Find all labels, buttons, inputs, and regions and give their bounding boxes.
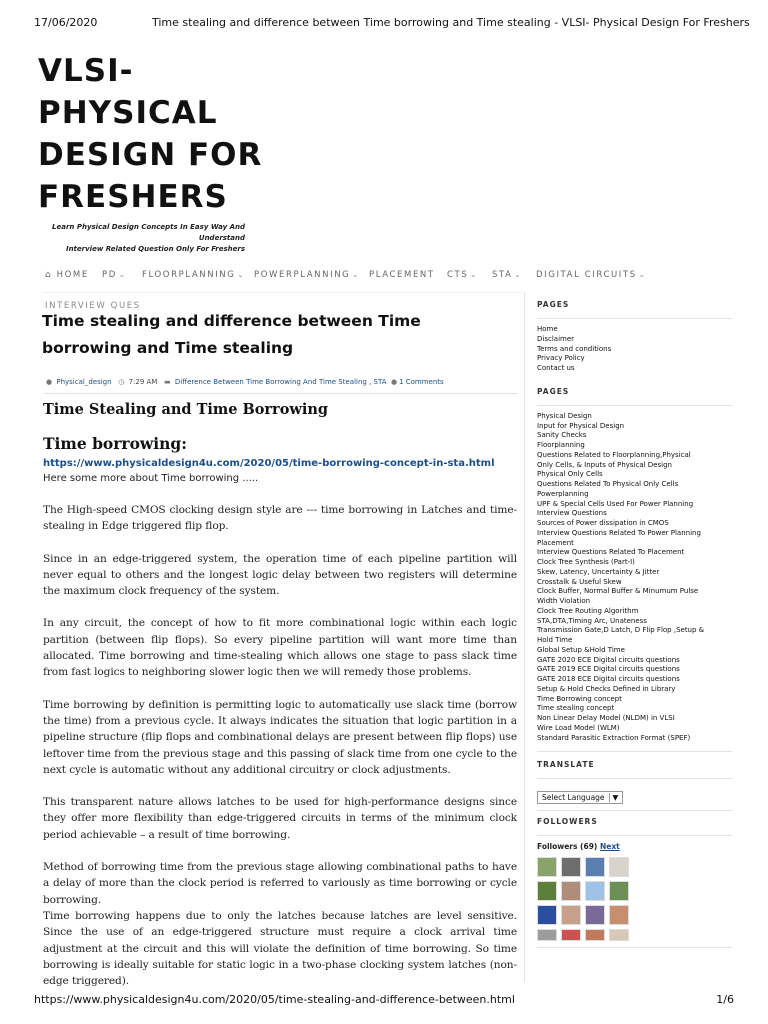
nav-item-label: CTS — [447, 270, 469, 280]
site-title-line: VLSI- — [38, 53, 134, 89]
sidebar-link[interactable]: Hold Time — [537, 636, 573, 644]
print-page-number: 1/6 — [716, 993, 734, 1006]
main-nav — [45, 270, 645, 284]
post-time: 7:29 AM — [128, 378, 158, 386]
sidebar-link[interactable]: Clock Buffer, Normal Buffer & Minumum Pulse — [537, 587, 699, 596]
sidebar-link[interactable]: Sanity Checks — [537, 431, 587, 440]
sidebar-link[interactable]: Floorplanning — [537, 441, 585, 449]
sidebar-link[interactable]: GATE 2018 ECE Digital circuits questions — [537, 675, 680, 683]
follower-avatar[interactable] — [561, 905, 581, 925]
sidebar-link[interactable]: UPF & Special Cells Used For Power Planning — [537, 499, 694, 508]
sidebar-link[interactable]: Disclaimer — [537, 334, 575, 343]
post-comments-link[interactable]: 1 Comments — [399, 378, 444, 386]
divider — [44, 393, 518, 394]
sidebar-link[interactable]: Input for Physical Design — [537, 421, 625, 430]
follower-avatar[interactable] — [561, 881, 581, 901]
chevron-down-icon: ⌄ — [514, 271, 523, 279]
post-body — [43, 398, 517, 989]
nav-item-cts[interactable] — [447, 270, 478, 280]
follower-avatar[interactable] — [585, 905, 605, 925]
clock-icon: ◷ — [118, 378, 125, 386]
time-borrowing-link[interactable]: https://www.physicaldesign4u.com/2020/05/time-borrowing-concept-in-sta.html — [43, 458, 495, 469]
section-heading: Time borrowing: — [43, 434, 187, 453]
followers-avatars — [537, 857, 732, 941]
paragraph: The High-speed CMOS clocking design style are --- time borrowing in Latches and time-stealing in Edge triggered flip flop. — [43, 504, 517, 533]
chevron-down-icon: ⌄ — [470, 271, 478, 279]
sidebar-link[interactable]: Questions Related To Physical Only Cells — [537, 480, 679, 488]
nav-item-placement[interactable] — [369, 270, 435, 280]
follower-avatar[interactable] — [585, 857, 605, 877]
chevron-down-icon: ⌄ — [352, 271, 360, 279]
follower-avatar[interactable] — [609, 881, 629, 901]
nav-item-home[interactable] — [45, 270, 89, 280]
print-doc-title: Time stealing and difference between Time borrowing and Time stealing - VLSI- Physical Design For Freshers — [152, 16, 750, 29]
sidebar-link[interactable]: GATE 2020 ECE Digital circuits questions — [537, 655, 680, 664]
sidebar-heading-translate: TRANSLATE — [537, 760, 595, 770]
follower-avatar[interactable] — [537, 857, 557, 877]
nav-item-pd[interactable] — [102, 270, 126, 280]
folder-icon: ▬ — [164, 378, 171, 386]
pages-list — [537, 325, 732, 374]
nav-item-label: FLOORPLANNING — [142, 270, 236, 280]
sidebar-link[interactable]: Crosstalk & Useful Skew — [537, 577, 622, 586]
divider — [537, 810, 732, 811]
sidebar-link[interactable]: Physical Only Cells — [537, 470, 603, 479]
site-title-line: DESIGN FOR — [38, 137, 263, 173]
divider — [537, 778, 732, 779]
divider — [44, 292, 522, 293]
sidebar-link[interactable]: Width Violation — [537, 597, 591, 605]
sidebar-link[interactable]: Clock Tree Synthesis (Part-I) — [537, 558, 635, 566]
sidebar-link[interactable]: Interview Questions Related To Placement — [537, 548, 685, 557]
print-date: 17/06/2020 — [34, 16, 98, 29]
sidebar-link[interactable]: Home — [537, 325, 558, 333]
sidebar-link[interactable]: Privacy Policy — [537, 354, 585, 363]
sidebar-link[interactable]: Non Linear Delay Model (NLDM) in VLSI — [537, 714, 675, 722]
comment-icon: ● — [390, 378, 398, 386]
language-select[interactable] — [537, 791, 623, 804]
paragraph: Method of borrowing time from the previous stage allowing combinational paths to have a delay of more than the clock period is referred to variously as time borrowing or cycle borrowing. — [43, 861, 517, 906]
followers-label: Followers (69) — [537, 842, 598, 852]
sidebar-link[interactable]: Terms and conditions — [537, 344, 612, 353]
chevron-down-icon: ⌄ — [237, 271, 245, 279]
divider — [537, 751, 732, 752]
follower-avatar[interactable] — [609, 905, 629, 925]
sidebar-heading-pages: PAGES — [537, 300, 570, 309]
sidebar-link[interactable]: Global Setup &Hold Time — [537, 645, 625, 654]
follower-avatar[interactable] — [585, 929, 605, 941]
post-labels[interactable]: Difference Between Time Borrowing And Time Stealing , STA — [174, 378, 387, 386]
sidebar-link[interactable]: Setup & Hold Checks Defined in Library — [537, 684, 676, 693]
follower-avatar[interactable] — [609, 929, 629, 941]
sidebar-heading-pages-2: PAGES — [537, 386, 570, 396]
sidebar-link[interactable]: GATE 2019 ECE Digital circuits questions — [537, 665, 680, 674]
divider — [537, 835, 732, 836]
post-author[interactable]: Physical_design — [56, 378, 112, 386]
site-title-line: FRESHERS — [38, 179, 228, 215]
sidebar-link[interactable]: Sources of Power dissipation in CMOS — [537, 519, 669, 527]
paragraph: Time borrowing by definition is permitting logic to automatically use slack time (borrow the time) from a previous cycle. It always indicates the situation that logic partition in a pipeline structure (flip flops and combinational delays are present between flip flops) use leftover time from the previous stage and this passing of slack time from one cycle to the next cycle is automatic without any additional circuitry or clock adjustments. — [43, 698, 517, 776]
sidebar-link[interactable]: Only Cells, & Inputs of Physical Design — [537, 460, 672, 469]
chevron-down-icon: ⌄ — [118, 271, 127, 279]
print-url: https://www.physicaldesign4u.com/2020/05/time-stealing-and-difference-between.html — [34, 993, 515, 1006]
language-select-value: Select Language — [542, 793, 605, 803]
sidebar-link[interactable]: Interview Questions Related To Power Planning — [537, 528, 701, 537]
nav-item-interview-questions[interactable]: INTERVIEW QUES — [45, 301, 141, 311]
paragraph: This transparent nature allows latches to be used for high-performance designs since they offer more flexibility than edge-triggered circuits in terms of the minimum clock period achievable – a result of time borrowing. — [43, 796, 517, 841]
nav-item-label: STA — [492, 270, 513, 280]
follower-avatar[interactable] — [609, 857, 629, 877]
more-text: Here some more about Time borrowing ..... — [43, 473, 259, 484]
site-description-line: Interview Related Question Only For Freshers — [65, 245, 245, 253]
nav-item-digital-circuits[interactable] — [536, 270, 646, 280]
follower-avatar[interactable] — [561, 929, 581, 941]
divider — [537, 405, 732, 406]
follower-avatar[interactable] — [561, 857, 581, 877]
dropdown-arrow-icon: ▼ — [609, 793, 619, 802]
section-heading: Time Stealing and Time Borrowing — [43, 401, 329, 418]
nav-item-label: HOME — [56, 270, 89, 280]
site-description-line: Learn Physical Design Concepts In Easy Way And Understand — [52, 223, 245, 242]
sidebar-link[interactable]: Time stealing concept — [537, 704, 615, 713]
site-description — [40, 222, 245, 255]
post-meta — [46, 378, 516, 390]
nav-item-label: POWERPLANNING — [254, 270, 351, 280]
follower-avatar[interactable] — [585, 881, 605, 901]
site-title-line: PHYSICAL — [38, 95, 218, 131]
post-title: Time stealing and difference between Time borrowing and Time stealing — [42, 312, 421, 357]
sidebar-link[interactable]: Interview Questions — [537, 509, 607, 518]
paragraph: In any circuit, the concept of how to fit more combinational logic within each logic partition (between flip flops). So every pipeline partition will want more time than allocated. Time borrowing and time-stealing which allows one stage to pass slack time from fast logics to neighboring slower logic then we will remedy those problems. — [43, 617, 517, 679]
sidebar-link[interactable]: STA,DTA,Timing Arc, Unateness — [537, 616, 647, 625]
home-icon: ⌂ — [45, 270, 53, 280]
sidebar-link[interactable]: Skew, Latency, Uncertainty & Jitter — [537, 567, 660, 576]
chevron-down-icon: ⌄ — [638, 271, 647, 279]
paragraph: Since in an edge-triggered system, the operation time of each pipeline partition will never equal to others and the longest logic delay between two registers will determine the maximum clock frequency of the system. — [43, 552, 517, 598]
site-title[interactable] — [38, 50, 268, 218]
print-header — [34, 16, 750, 32]
pages-list-2 — [537, 412, 732, 744]
paragraph: Time borrowing happens due to only the latches because latches are level sensitive. Since the use of an edge-triggered structure must require a clock arrival time adjustment at the circuit and this will violate the definition of time borrowing. So time borrowing is ideally suitable for static logic in a two-phase clocking system latches (non-edge triggered). — [43, 909, 517, 988]
nav-item-floorplanning[interactable] — [142, 270, 245, 280]
sidebar-link[interactable]: Clock Tree Routing Algorithm — [537, 606, 639, 615]
user-icon: ● — [46, 378, 53, 386]
sidebar-link[interactable]: Questions Related to Floorplanning,Physical — [537, 450, 691, 459]
divider — [537, 318, 732, 319]
follower-avatar[interactable] — [537, 881, 557, 901]
divider — [537, 947, 732, 948]
sidebar-link[interactable]: Wire Load Model (WLM) — [537, 723, 620, 732]
follower-avatar[interactable] — [537, 905, 557, 925]
nav-item-powerplanning[interactable] — [254, 270, 360, 280]
sidebar-link[interactable]: Transmission Gate,D Latch, D Flip Flop ,Setup & — [537, 626, 705, 635]
nav-item-sta[interactable] — [492, 270, 522, 280]
sidebar-link[interactable]: Time Borrowing concept — [537, 694, 622, 703]
sidebar-link[interactable]: Placement — [537, 538, 574, 547]
nav-item-label: PD — [102, 270, 117, 280]
followers-count — [537, 842, 732, 851]
sidebar-link[interactable]: Powerplanning — [537, 489, 589, 498]
sidebar-link[interactable]: Physical Design — [537, 411, 592, 420]
sidebar-heading-followers: FOLLOWERS — [537, 817, 598, 827]
follower-avatar[interactable] — [537, 929, 557, 941]
print-footer — [34, 993, 734, 1009]
sidebar-link[interactable]: Standard Parasitic Extraction Format (SPEF) — [537, 733, 691, 742]
sidebar — [537, 292, 732, 954]
nav-item-label: DIGITAL CIRCUITS — [536, 270, 637, 280]
nav-item-label: PLACEMENT — [369, 270, 435, 280]
followers-next-link[interactable]: Next — [599, 842, 620, 852]
sidebar-link[interactable]: Contact us — [537, 364, 575, 372]
column-divider — [524, 292, 525, 982]
